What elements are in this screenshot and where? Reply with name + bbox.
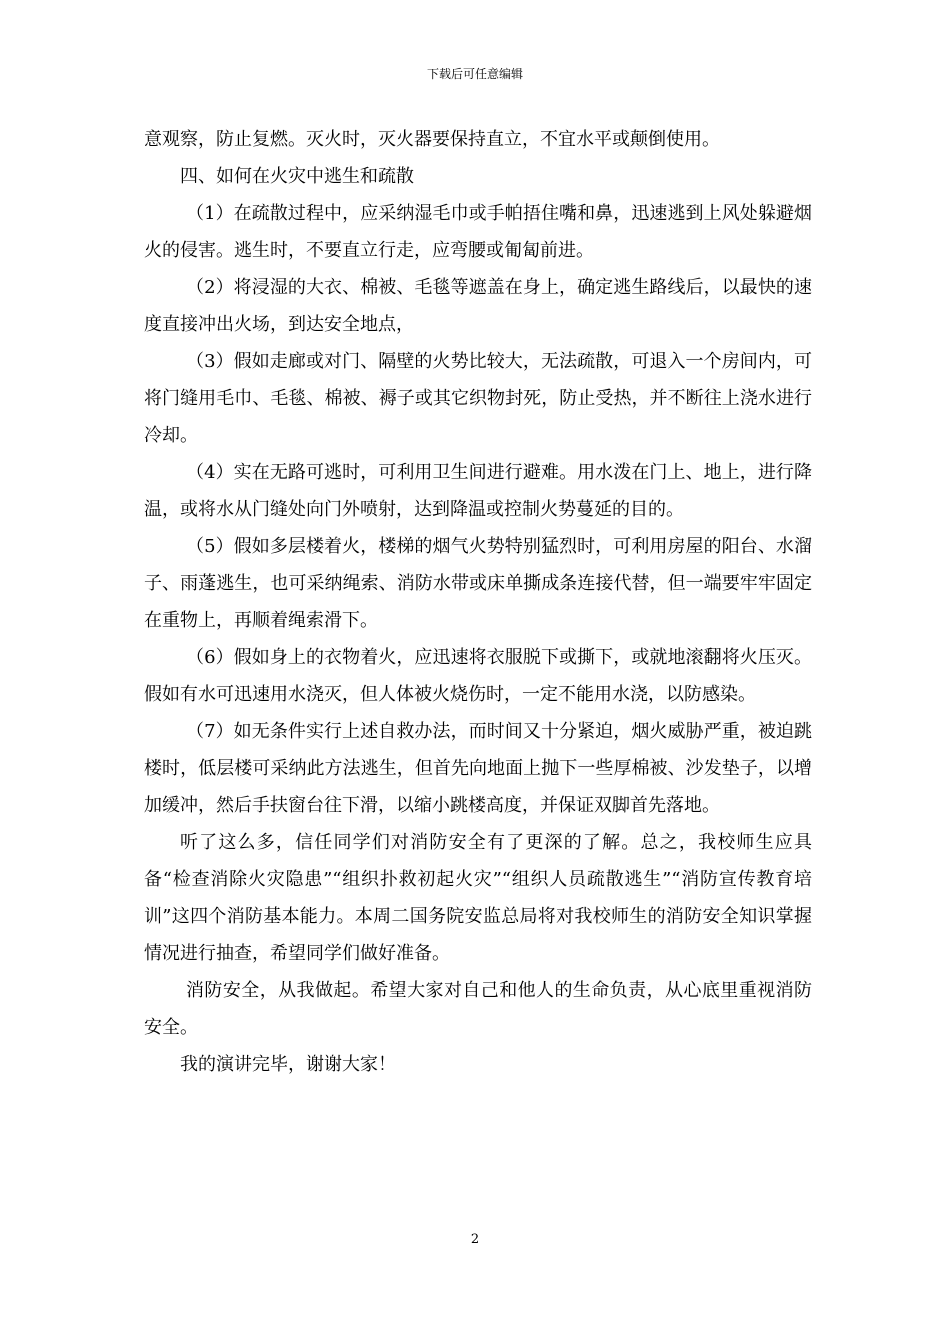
section-heading: 四、如何在火灾中逃生和疏散 [180, 166, 414, 187]
closing-paragraph: 我的演讲完毕，谢谢大家！ [180, 1054, 396, 1075]
list-item: （7）如无条件实行上述自救办法，而时间又十分紧迫，烟火威胁严重，被迫跳楼时，低层楼可采纳此方法逃生，但首先向地面上抛下一些厚棉被、沙发垫子，以增加缓冲，然后手扶窗台往下滑，以缩小跳楼高度，并保证双脚首先落地。 [144, 721, 812, 816]
list-item: （2）将浸湿的大衣、棉被、毛毯等遮盖在身上，确定逃生路线后，以最快的速度直接冲出火场，到达安全地点， [144, 277, 812, 335]
page-number: 2 [470, 1232, 480, 1247]
list-item: （3）假如走廊或对门、隔壁的火势比较大，无法疏散，可退入一个房间内，可将门缝用毛巾、毛毯、棉被、褥子或其它织物封死，防止受热，并不断往上浇水进行冷却。 [144, 351, 812, 446]
paragraph: 消防安全，从我做起。希望大家对自己和他人的生命负责，从心底里重视消防安全。 [144, 980, 812, 1038]
paragraph: 听了这么多，信任同学们对消防安全有了更深的了解。总之，我校师生应具备“检查消除火灾隐患”“组织扑救初起火灾”“组织人员疏散逃生”“消防宣传教育培训”这四个消防基本能力。本周二国务院安监总局将对我校师生的消防安全知识掌握情况进行抽查，希望同学们做好准备。 [144, 832, 812, 964]
document-body [144, 121, 812, 1083]
list-item: （1）在疏散过程中，应采纳湿毛巾或手帕捂住嘴和鼻，迅速逃到上风处躲避烟火的侵害。逃生时，不要直立行走，应弯腰或匍匐前进。 [144, 203, 812, 261]
list-item: （4）实在无路可逃时，可利用卫生间进行避难。用水泼在门上、地上，进行降温，或将水从门缝处向门外喷射，达到降温或控制火势蔓延的目的。 [144, 462, 812, 520]
paragraph-continuation: 意观察，防止复燃。灭火时，灭火器要保持直立，不宜水平或颠倒使用。 [144, 129, 720, 150]
list-item: （6）假如身上的衣物着火，应迅速将衣服脱下或撕下，或就地滚翻将火压灭。假如有水可迅速用水浇灭，但人体被火烧伤时，一定不能用水浇，以防感染。 [144, 647, 812, 705]
list-item: （5）假如多层楼着火，楼梯的烟气火势特别猛烈时，可利用房屋的阳台、水溜子、雨蓬逃生，也可采纳绳索、消防水带或床单撕成条连接代替，但一端要牢牢固定在重物上，再顺着绳索滑下。 [144, 536, 812, 631]
page-header: 下载后可任意编辑 [426, 67, 523, 81]
